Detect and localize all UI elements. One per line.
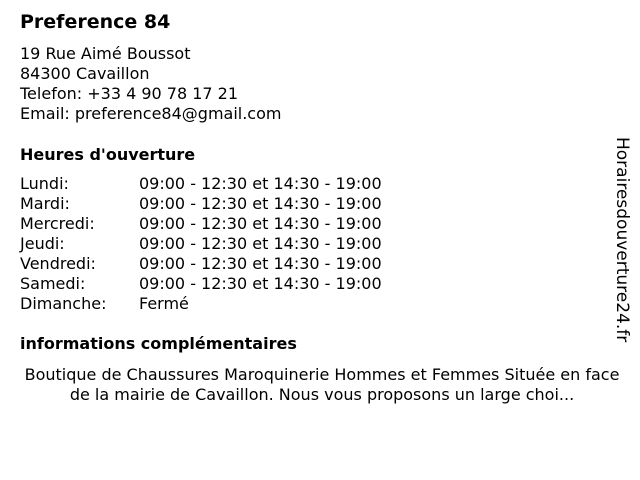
address-city: 84300 Cavaillon: [20, 64, 150, 83]
address-street: 19 Rue Aimé Boussot: [20, 44, 191, 63]
hours-value: 09:00 - 12:30 et 14:30 - 19:00: [139, 214, 382, 233]
hours-value: 09:00 - 12:30 et 14:30 - 19:00: [139, 274, 382, 293]
phone-number: Telefon: +33 4 90 78 17 21: [20, 84, 239, 103]
day-label: Samedi:: [20, 274, 86, 293]
hours-value: 09:00 - 12:30 et 14:30 - 19:00: [139, 234, 382, 253]
hours-value: 09:00 - 12:30 et 14:30 - 19:00: [139, 254, 382, 273]
additional-info-text: Boutique de Chaussures Maroquinerie Hommes et Femmes Située en face de la mairie de Cavaillon. Nous vous proposons un large choi...: [24, 365, 620, 404]
day-label: Lundi:: [20, 174, 69, 193]
opening-hours-heading: Heures d'ouverture: [20, 145, 196, 164]
day-label: Jeudi:: [20, 234, 65, 253]
hours-value: Fermé: [139, 294, 189, 313]
day-label: Mardi:: [20, 194, 70, 213]
email-address: Email: preference84@gmail.com: [20, 104, 282, 123]
site-watermark: Horairesdouverture24.fr: [612, 137, 632, 343]
business-name: Preference 84: [20, 11, 171, 33]
day-label: Vendredi:: [20, 254, 96, 273]
contact-details: [20, 44, 281, 124]
hours-value: 09:00 - 12:30 et 14:30 - 19:00: [139, 194, 382, 213]
additional-info-heading: informations complémentaires: [20, 334, 297, 353]
hours-value: 09:00 - 12:30 et 14:30 - 19:00: [139, 174, 382, 193]
day-label: Dimanche:: [20, 294, 107, 313]
day-label: Mercredi:: [20, 214, 95, 233]
